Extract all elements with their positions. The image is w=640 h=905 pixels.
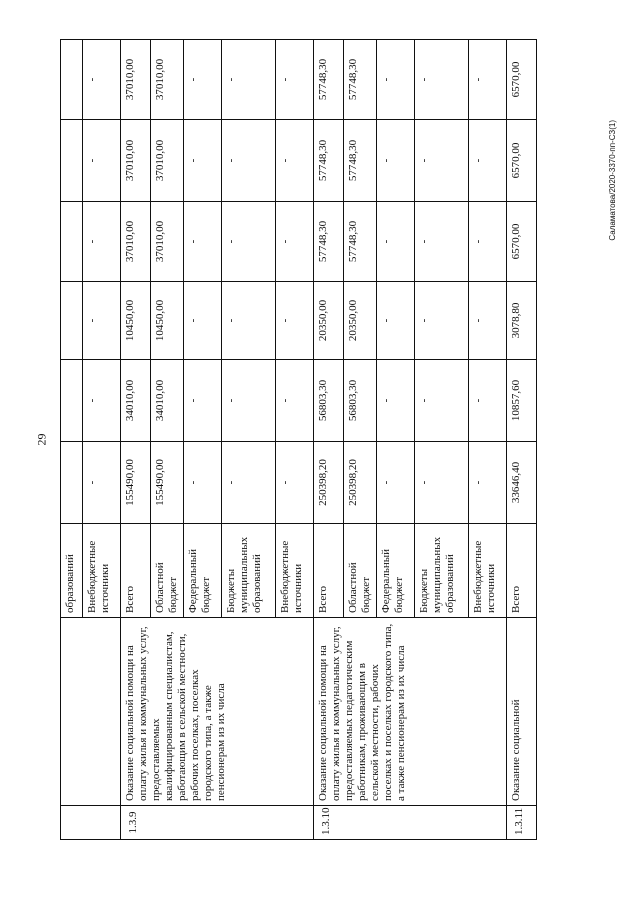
item-name-cell: Оказание социальной xyxy=(506,618,536,806)
amount-cell: - xyxy=(275,442,313,524)
amount-cell: - xyxy=(183,442,221,524)
table-row xyxy=(121,40,151,840)
funding-source-cell: Внебюджетные источники xyxy=(275,524,313,618)
item-name-cell xyxy=(61,618,121,806)
amount-cell: 155490,00 xyxy=(121,442,151,524)
amount-cell: - xyxy=(468,282,506,360)
amount-cell: - xyxy=(414,282,468,360)
rotated-table-container xyxy=(60,40,525,840)
amount-cell: - xyxy=(275,120,313,202)
amount-cell: 57748,30 xyxy=(313,202,343,282)
amount-cell: - xyxy=(275,282,313,360)
table-row xyxy=(313,40,343,840)
funding-source-cell: Всего xyxy=(121,524,151,618)
amount-cell: 57748,30 xyxy=(313,120,343,202)
amount-cell: - xyxy=(468,442,506,524)
amount-cell: 56803,30 xyxy=(313,360,343,442)
amount-cell xyxy=(61,360,83,442)
amount-cell: 155490,00 xyxy=(151,442,184,524)
item-number-cell: 1.3.10 xyxy=(313,806,506,840)
amount-cell: - xyxy=(183,120,221,202)
amount-cell: - xyxy=(275,360,313,442)
amount-cell: 34010,00 xyxy=(151,360,184,442)
amount-cell: - xyxy=(183,360,221,442)
amount-cell: - xyxy=(376,442,414,524)
amount-cell: - xyxy=(414,442,468,524)
amount-cell: - xyxy=(468,202,506,282)
funding-source-cell: образований xyxy=(61,524,83,618)
amount-cell: - xyxy=(83,282,121,360)
document-code: Саламатова/2020-3370-пп-СЗ(1) xyxy=(608,120,617,241)
amount-cell: 6570,00 xyxy=(506,202,536,282)
amount-cell: - xyxy=(376,40,414,120)
table-viewport xyxy=(60,40,525,840)
item-number-cell: 1.3.11 xyxy=(506,806,536,840)
amount-cell: - xyxy=(221,442,275,524)
amount-cell: - xyxy=(83,360,121,442)
amount-cell: - xyxy=(275,40,313,120)
amount-cell: - xyxy=(221,282,275,360)
amount-cell: 20350,00 xyxy=(313,282,343,360)
amount-cell: - xyxy=(414,202,468,282)
budget-table xyxy=(60,39,537,840)
funding-source-cell: Внебюджетные источники xyxy=(468,524,506,618)
funding-source-cell: Областной бюджет xyxy=(151,524,184,618)
funding-source-cell: Областной бюджет xyxy=(343,524,376,618)
funding-source-cell: Федеральный бюджет xyxy=(376,524,414,618)
amount-cell: 3078,80 xyxy=(506,282,536,360)
amount-cell: 57748,30 xyxy=(343,120,376,202)
amount-cell: - xyxy=(221,40,275,120)
page-number: 29 xyxy=(34,433,49,446)
item-number-cell: 1.3.9 xyxy=(121,806,314,840)
funding-source-cell: Внебюджетные источники xyxy=(83,524,121,618)
amount-cell: - xyxy=(376,282,414,360)
amount-cell: - xyxy=(183,202,221,282)
amount-cell: - xyxy=(414,360,468,442)
amount-cell: 37010,00 xyxy=(151,40,184,120)
amount-cell: 37010,00 xyxy=(151,120,184,202)
amount-cell: 37010,00 xyxy=(121,120,151,202)
amount-cell: 250398,20 xyxy=(343,442,376,524)
amount-cell: 10450,00 xyxy=(121,282,151,360)
amount-cell: - xyxy=(83,120,121,202)
amount-cell xyxy=(61,202,83,282)
amount-cell: 57748,30 xyxy=(343,202,376,282)
item-name-cell: Оказание социальной помощи на оплату жилья и коммунальных услуг, предоставляемых педагогическим работникам, проживающим в сельской местности, рабочих поселках и поселках городского типа, а также пенсионерам из их числа xyxy=(313,618,506,806)
amount-cell xyxy=(61,120,83,202)
amount-cell: - xyxy=(414,40,468,120)
amount-cell: 10450,00 xyxy=(151,282,184,360)
funding-source-cell: Бюджеты муниципальных образований xyxy=(414,524,468,618)
amount-cell: 20350,00 xyxy=(343,282,376,360)
amount-cell: - xyxy=(468,120,506,202)
amount-cell: - xyxy=(83,40,121,120)
amount-cell: - xyxy=(221,202,275,282)
funding-source-cell: Федеральный бюджет xyxy=(183,524,221,618)
amount-cell: - xyxy=(275,202,313,282)
amount-cell: 6570,00 xyxy=(506,120,536,202)
amount-cell: - xyxy=(83,442,121,524)
amount-cell: - xyxy=(468,40,506,120)
amount-cell: - xyxy=(221,120,275,202)
amount-cell xyxy=(61,40,83,120)
amount-cell: - xyxy=(376,120,414,202)
table-row xyxy=(506,40,536,840)
amount-cell: 33646,40 xyxy=(506,442,536,524)
amount-cell: 57748,30 xyxy=(313,40,343,120)
amount-cell: - xyxy=(376,360,414,442)
funding-source-cell: Всего xyxy=(506,524,536,618)
amount-cell: 250398,20 xyxy=(313,442,343,524)
item-name-cell: Оказание социальной помощи на оплату жилья и коммунальных услуг, предоставляемых квалифицированным специалистам, работающим в сельской местности, рабочих поселках, поселках городского типа, а также пенсионерам из их числа xyxy=(121,618,314,806)
table-body xyxy=(61,40,537,840)
amount-cell: 57748,30 xyxy=(343,40,376,120)
amount-cell: - xyxy=(221,360,275,442)
amount-cell: - xyxy=(376,202,414,282)
amount-cell: 37010,00 xyxy=(121,202,151,282)
amount-cell: 56803,30 xyxy=(343,360,376,442)
amount-cell: 37010,00 xyxy=(121,40,151,120)
funding-source-cell: Всего xyxy=(313,524,343,618)
amount-cell: - xyxy=(183,40,221,120)
amount-cell: 10857,60 xyxy=(506,360,536,442)
funding-source-cell: Бюджеты муниципальных образований xyxy=(221,524,275,618)
amount-cell: - xyxy=(414,120,468,202)
amount-cell: 34010,00 xyxy=(121,360,151,442)
table-row xyxy=(61,40,83,840)
amount-cell: 6570,00 xyxy=(506,40,536,120)
item-number-cell xyxy=(61,806,121,840)
amount-cell: - xyxy=(468,360,506,442)
amount-cell: 37010,00 xyxy=(151,202,184,282)
amount-cell: - xyxy=(83,202,121,282)
amount-cell: - xyxy=(183,282,221,360)
amount-cell xyxy=(61,282,83,360)
amount-cell xyxy=(61,442,83,524)
